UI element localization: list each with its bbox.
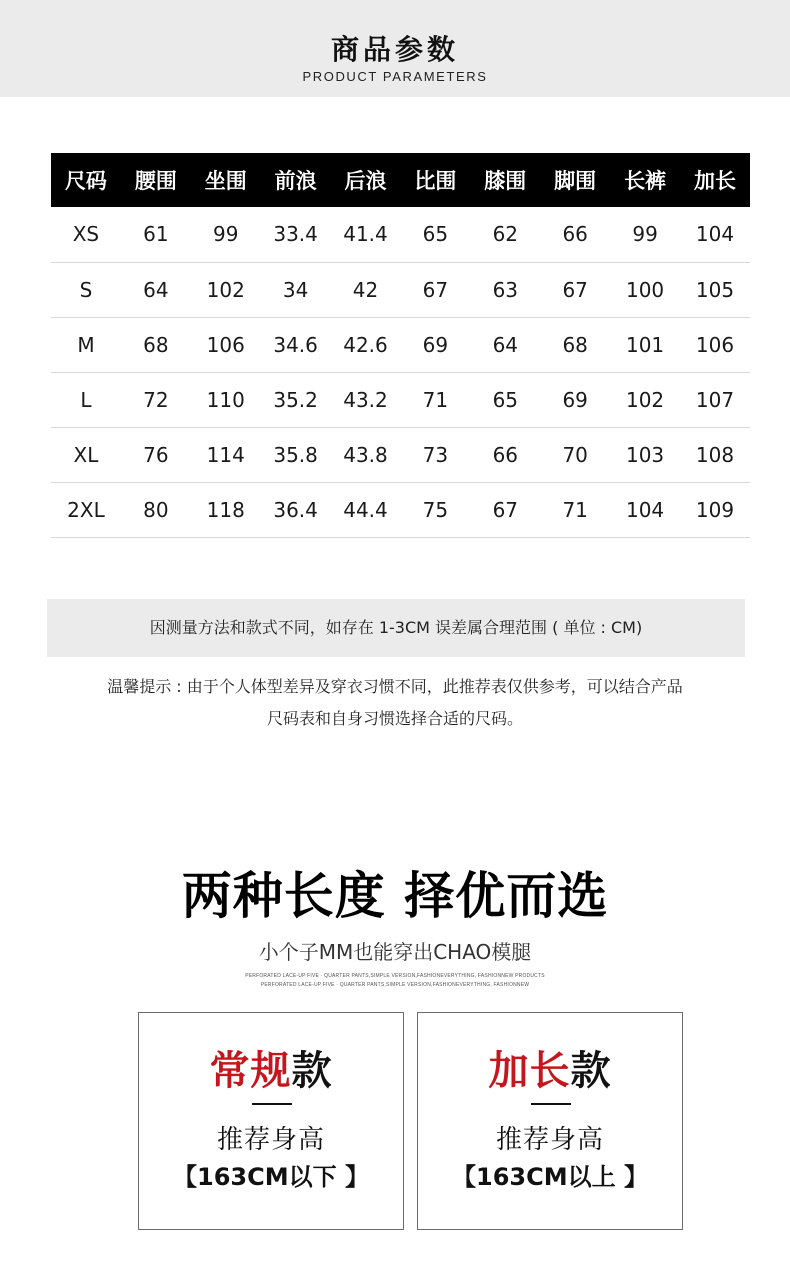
col-header-hip: 坐围 [191,153,261,207]
table-cell: 106 [680,317,750,372]
table-cell: 101 [610,317,680,372]
table-cell: 64 [470,317,540,372]
table-cell: 67 [540,262,610,317]
table-cell: 107 [680,372,750,427]
table-cell: 44.4 [331,482,401,537]
table-cell: 65 [470,372,540,427]
table-cell: 99 [191,207,261,262]
table-cell: L [51,372,121,427]
page-subtitle: PRODUCT PARAMETERS [302,69,488,84]
table-cell: 106 [191,317,261,372]
table-cell: 108 [680,427,750,482]
table-cell: 71 [400,372,470,427]
table-cell: 34 [261,262,331,317]
table-cell: 104 [610,482,680,537]
table-cell: 71 [540,482,610,537]
fine-print-line-2: PERFORATED LACE-UP FIVE · QUARTER PANTS,SIMPLE VERSION,FASHIONEVERYTHING, FASHIONNEW [260,982,530,988]
table-row [51,317,750,372]
table-cell: M [51,317,121,372]
table-cell: 109 [680,482,750,537]
table-cell: 42 [331,262,401,317]
table-cell: 43.8 [331,427,401,482]
col-header-long-length: 加长 [680,153,750,207]
table-cell: 35.2 [261,372,331,427]
long-length-card [417,1012,683,1230]
table-row [51,482,750,537]
table-cell: 105 [680,262,750,317]
card-divider [531,1103,571,1105]
table-cell: 42.6 [331,317,401,372]
table-cell: 68 [540,317,610,372]
table-cell: 36.4 [261,482,331,537]
fine-print-line-1: PERFORATED LACE-UP FIVE · QUARTER PANTS,SIMPLE VERSION,FASHIONEVERYTHING, FASHIONNEW PRODUCTS [245,973,545,979]
card-label: 推荐身高 [216,1125,325,1155]
table-cell: 70 [540,427,610,482]
table-cell: 68 [121,317,191,372]
table-cell: 102 [191,262,261,317]
page-title: 商品参数 [330,33,459,66]
table-cell: 104 [680,207,750,262]
table-cell: 2XL [51,482,121,537]
header-band [0,0,790,97]
col-header-length: 长裤 [610,153,680,207]
col-header-front-rise: 前浪 [261,153,331,207]
col-header-thigh: 比围 [400,153,470,207]
table-cell: 73 [400,427,470,482]
card-name-highlight: 常规 [209,1048,292,1094]
col-header-back-rise: 后浪 [331,153,401,207]
col-header-hem: 脚围 [540,153,610,207]
card-name-suffix: 款 [570,1048,612,1094]
section-title: 两种长度 择优而选 [181,867,609,925]
tip-line-1: 温馨提示 : 由于个人体型差异及穿衣习惯不同，此推荐表仅供参考，可以结合产品 [107,677,683,696]
table-cell: 76 [121,427,191,482]
size-table [51,153,750,538]
table-cell: 67 [400,262,470,317]
table-cell: 61 [121,207,191,262]
table-cell: 67 [470,482,540,537]
tip-line-2: 尺码表和自身习惯选择合适的尺码。 [266,709,523,728]
table-row [51,427,750,482]
table-cell: 63 [470,262,540,317]
card-name-highlight: 加长 [488,1048,571,1094]
table-cell: 34.6 [261,317,331,372]
table-cell: 99 [610,207,680,262]
table-header-row [51,153,750,207]
card-height-range: 【163CM以上 】 [452,1163,648,1191]
table-cell: 33.4 [261,207,331,262]
table-cell: 35.8 [261,427,331,482]
table-cell: 65 [400,207,470,262]
table-cell: 72 [121,372,191,427]
measurement-note: 因测量方法和款式不同，如存在 1-3CM 误差属合理范围 ( 单位 : CM) [47,599,745,657]
table-cell: 80 [121,482,191,537]
regular-length-card [138,1012,404,1230]
col-header-knee: 膝围 [470,153,540,207]
table-cell: 66 [540,207,610,262]
table-cell: 75 [400,482,470,537]
table-cell: 69 [400,317,470,372]
table-row [51,262,750,317]
card-height-range: 【163CM以下 】 [173,1163,369,1191]
table-row [51,207,750,262]
card-label: 推荐身高 [495,1125,604,1155]
table-cell: 62 [470,207,540,262]
col-header-waist: 腰围 [121,153,191,207]
table-cell: 110 [191,372,261,427]
table-row [51,372,750,427]
table-cell: XL [51,427,121,482]
table-cell: 102 [610,372,680,427]
card-name-suffix: 款 [291,1048,333,1094]
section-subtitle: 小个子MM也能穿出CHAO模腿 [258,940,532,964]
table-cell: 64 [121,262,191,317]
table-cell: 41.4 [331,207,401,262]
table-cell: XS [51,207,121,262]
table-cell: 103 [610,427,680,482]
card-name [139,1039,403,1096]
table-cell: 66 [470,427,540,482]
table-cell: 114 [191,427,261,482]
table-cell: 100 [610,262,680,317]
col-header-size: 尺码 [51,153,121,207]
card-divider [252,1103,292,1105]
table-cell: 43.2 [331,372,401,427]
table-cell: 118 [191,482,261,537]
card-name [418,1039,682,1096]
table-cell: S [51,262,121,317]
table-cell: 69 [540,372,610,427]
